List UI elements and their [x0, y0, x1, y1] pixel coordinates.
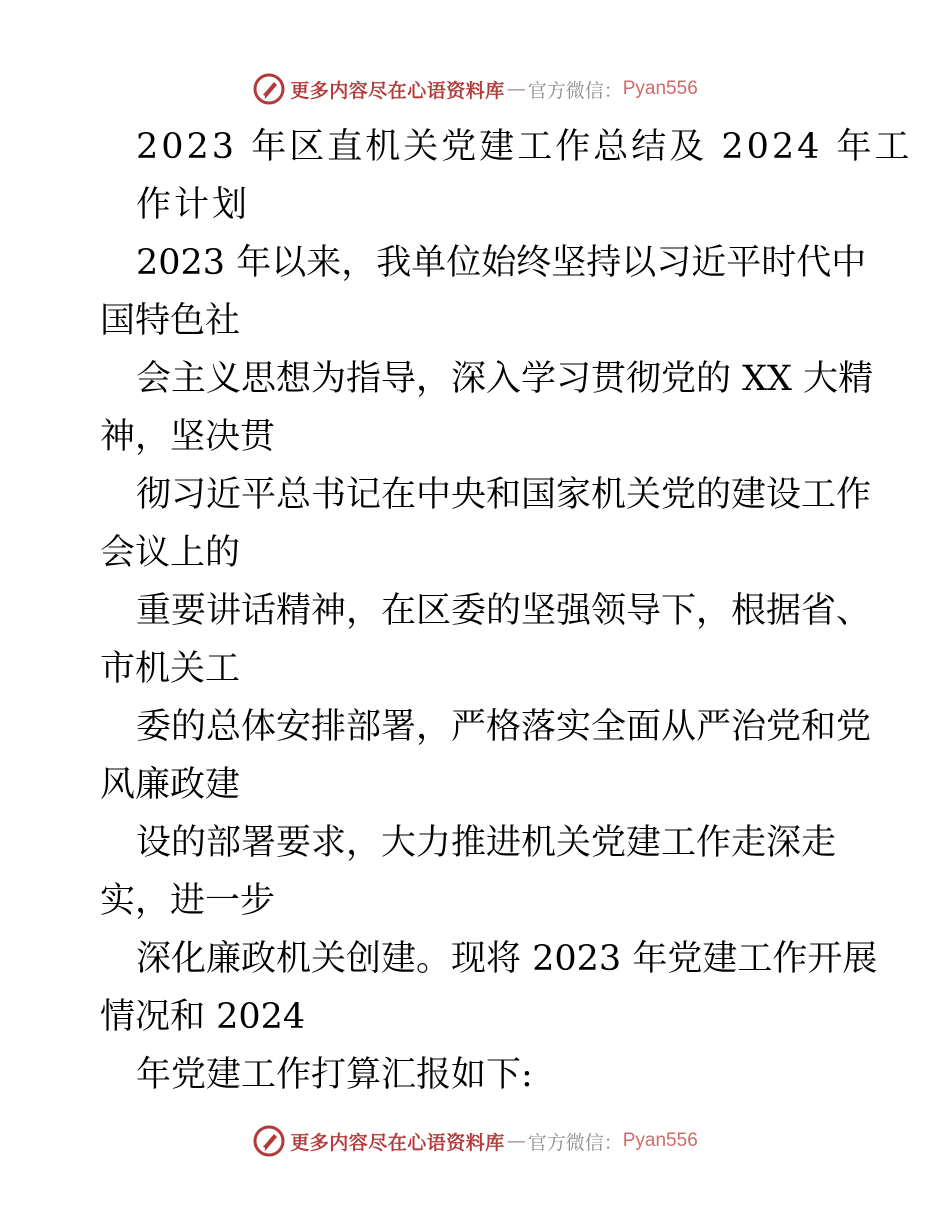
pen-logo-icon: [252, 1124, 286, 1158]
document-body: [100, 118, 913, 1104]
watermark-wechat-id: Pyan556: [622, 78, 698, 99]
doc-title-line-1: 2023 年区直机关党建工作总结及 2024 年工: [136, 127, 913, 167]
paragraph-line: 重要讲话精神，在区委的坚强领导下，根据省、: [136, 591, 872, 631]
watermark-separator: —: [506, 78, 526, 100]
paragraph-line: 风廉政建: [100, 765, 241, 805]
pen-logo-icon: [252, 72, 286, 106]
watermark-label: 官方微信：: [527, 79, 623, 102]
paragraph-line: 设的部署要求，大力推进机关党建工作走深走: [136, 823, 837, 863]
watermark-label: 官方微信：: [527, 1131, 623, 1154]
watermark-separator: —: [506, 1130, 526, 1152]
paragraph-line: 国特色社: [100, 301, 241, 341]
paragraph-line: 年党建工作打算汇报如下:: [136, 1055, 533, 1095]
header-watermark: [0, 72, 950, 106]
paragraph-line: 情况和 2024: [100, 997, 306, 1037]
footer-watermark: [0, 1124, 950, 1158]
watermark-text: 更多内容尽在心语资料库: [290, 79, 505, 102]
doc-title-line-2: 作计划: [136, 185, 251, 225]
paragraph-line: 会议上的: [100, 533, 241, 573]
paragraph-line: 2023 年以来，我单位始终坚持以习近平时代中: [136, 243, 867, 283]
paragraph-line: 实，进一步: [100, 881, 276, 921]
paragraph-line: 会主义思想为指导，深入学习贯彻党的 XX 大精: [136, 359, 874, 399]
paragraph-line: 市机关工: [100, 649, 241, 689]
watermark-text: 更多内容尽在心语资料库: [290, 1131, 505, 1154]
paragraph-line: 深化廉政机关创建。现将 2023 年党建工作开展: [136, 939, 878, 979]
watermark-wechat-id: Pyan556: [622, 1130, 698, 1151]
paragraph-line: 神，坚决贯: [100, 417, 276, 457]
paragraph-line: 彻习近平总书记在中央和国家机关党的建设工作: [136, 475, 872, 515]
paragraph-line: 委的总体安排部署，严格落实全面从严治党和党: [136, 707, 872, 747]
